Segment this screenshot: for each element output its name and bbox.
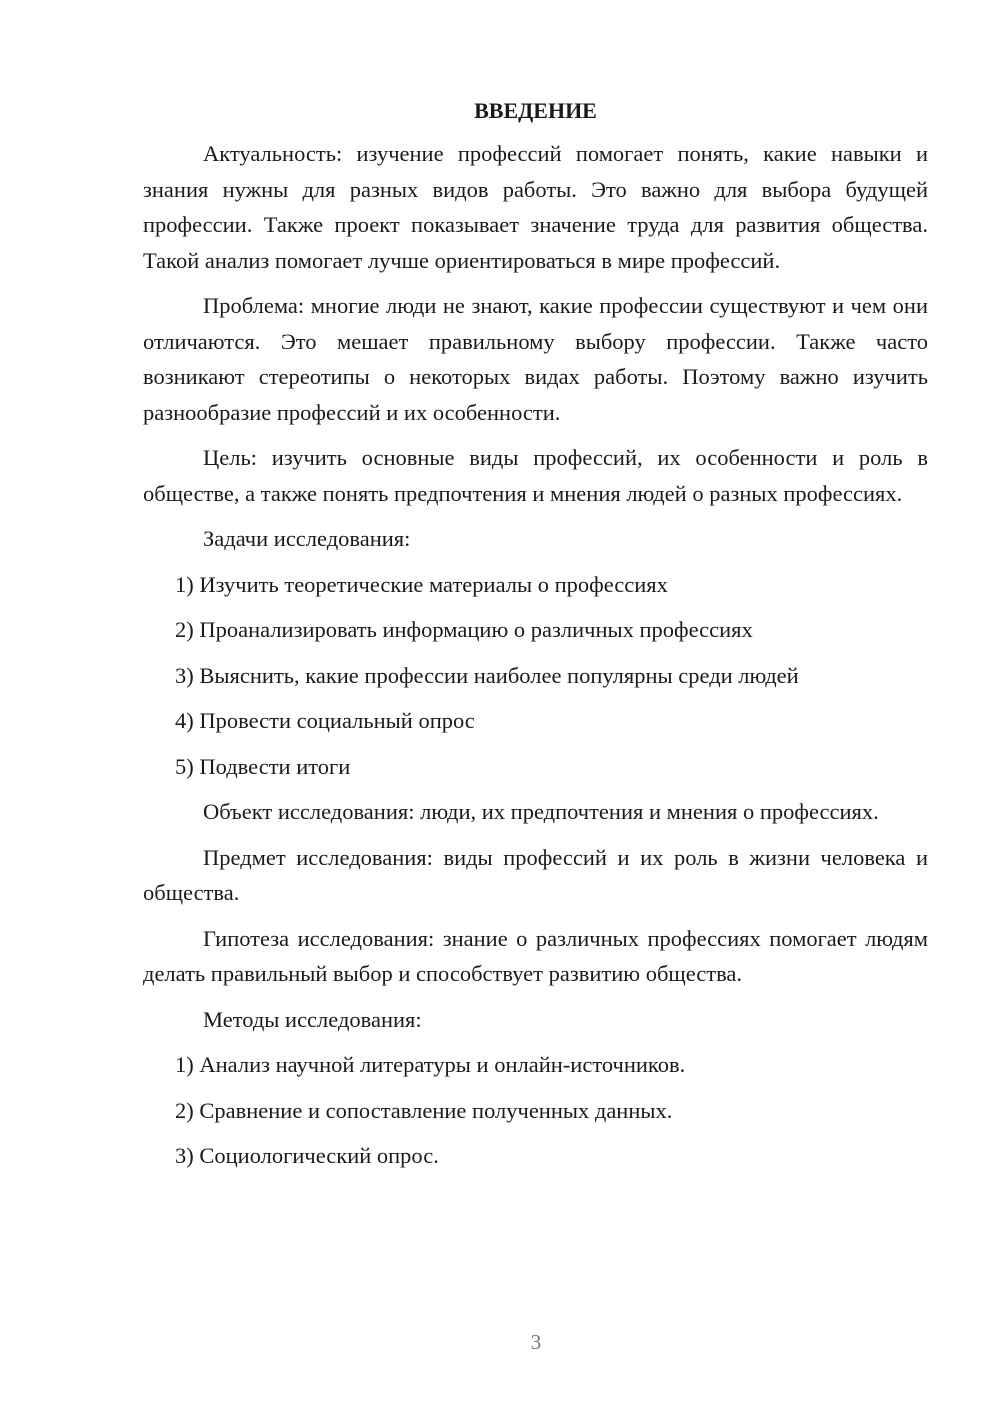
page-number: 3	[530, 1330, 542, 1354]
task-item: 4) Провести социальный опрос	[175, 708, 475, 733]
object-paragraph: Объект исследования: люди, их предпочтения и мнения о профессиях.	[203, 799, 879, 824]
task-item: 2) Проанализировать информацию о различных профессиях	[175, 617, 753, 642]
method-item: 2) Сравнение и сопоставление полученных данных.	[175, 1097, 673, 1123]
hypothesis-paragraph: Гипотеза исследования: знание о различных профессиях помогает людям делать правильный выбор и способствует развитию общества.	[143, 925, 928, 986]
tasks-list	[143, 567, 928, 785]
method-item: 3) Социологический опрос.	[175, 1143, 439, 1168]
method-item: 1) Анализ научной литературы и онлайн-источников.	[175, 1052, 686, 1077]
relevance-paragraph: Актуальность: изучение профессий помогает понять, какие навыки и знания нужны для разных видов работы. Это важно для выбора будущей профессии. Также проект показывает значение труда для развития общества. Такой анализ помогает лучше ориентироваться в мире профессий.	[143, 141, 928, 273]
tasks-label: Задачи исследования:	[203, 526, 411, 551]
task-item: 5) Подвести итоги	[175, 753, 351, 779]
subject-paragraph: Предмет исследования: виды профессий и их роль в жизни человека и общества.	[143, 844, 928, 905]
task-item: 1) Изучить теоретические материалы о профессиях	[175, 571, 668, 597]
goal-paragraph: Цель: изучить основные виды профессий, их особенности и роль в обществе, а также понять предпочтения и мнения людей о разных профессиях.	[143, 445, 928, 506]
methods-label: Методы исследования:	[203, 1006, 422, 1032]
task-item: 3) Выяснить, какие профессии наиболее популярны среди людей	[175, 662, 799, 688]
problem-paragraph: Проблема: многие люди не знают, какие профессии существуют и чем они отличаются. Это мешает правильному выбору профессии. Также часто возникают стереотипы о некоторых видах работы. Поэтому важно изучить разнообразие профессий и их особенности.	[143, 293, 928, 425]
methods-list	[143, 1047, 928, 1174]
section-heading: ВВЕДЕНИЕ	[474, 98, 597, 123]
page-content	[143, 93, 928, 1184]
